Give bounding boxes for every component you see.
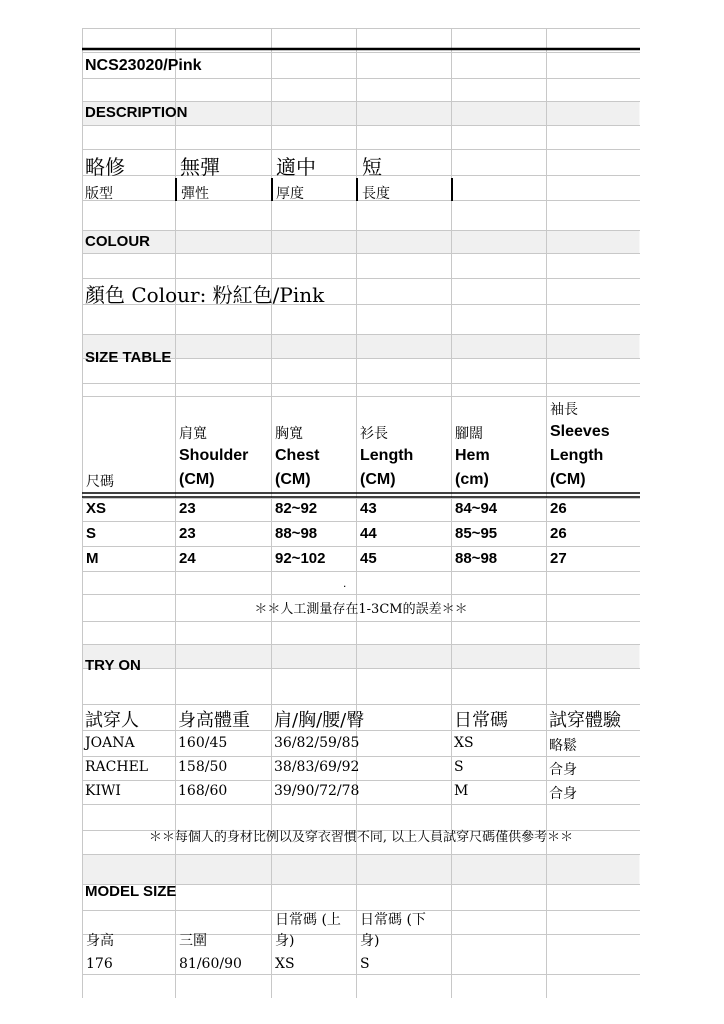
model-size-value-cell: S [360,956,370,972]
size-row-cell: 45 [360,550,377,567]
thickness-label: 厚度 [276,186,304,202]
elasticity-value: 無彈 [180,155,220,179]
model-size-header-cell: 日常碼 (下 [360,912,426,928]
try-on-header-cell: 試穿體驗 [549,710,621,731]
model-size-header-cell: 身) [275,933,295,949]
try-on-row-cell: 158/50 [178,759,228,775]
measurement-note: ＊＊人工測量存在1-3CM的誤差＊＊ [254,602,468,617]
model-size-header-cell: 身) [360,933,380,949]
try-on-row-cell: M [454,783,469,799]
try-on-header-cell: 試穿人 [85,710,139,731]
size-header-cell: 衫長 [360,426,388,442]
size-row-cell: 26 [550,500,567,517]
try-on-row-cell: RACHEL [85,759,149,775]
size-header-cell: Shoulder [179,447,249,464]
model-size-value-cell: 81/60/90 [179,956,242,972]
model-size-value-cell: XS [275,956,295,972]
size-row-cell: 27 [550,550,567,567]
size-row-cell: 88~98 [455,550,498,567]
model-size-header-cell: 日常碼 (上 [275,912,341,928]
model-size-heading: MODEL SIZE [85,883,177,900]
description-heading: DESCRIPTION [85,104,188,121]
try-on-header-cell: 肩/胸/腰/臀 [274,710,365,731]
size-header-cell: (CM) [179,471,215,488]
try-on-row-cell: 160/45 [178,735,228,751]
product-code: NCS23020/Pink [85,57,202,74]
size-header-cell: (CM) [275,471,311,488]
section-band [83,230,640,253]
size-row-cell: S [86,525,97,542]
size-header-cell: Length [550,447,604,464]
elasticity-label: 彈性 [181,186,209,202]
colour-text: 顏色 Colour: 粉紅色/Pink [85,283,325,307]
try-on-row-cell: 39/90/72/78 [274,783,360,799]
try-on-row-cell: KIWI [85,783,121,799]
size-header-cell: 腳闊 [455,426,483,442]
model-size-header-cell: 三圍 [179,933,207,949]
size-spec-sheet [82,28,640,998]
size-header-cell: (cm) [455,471,489,488]
size-row-cell: 23 [179,500,196,517]
try-on-header-cell: 日常碼 [454,710,508,731]
size-header-cell: (CM) [360,471,396,488]
try-on-row-cell: 168/60 [178,783,228,799]
try-on-row-cell: S [454,759,464,775]
size-row-cell: 24 [179,550,196,567]
colour-heading: COLOUR [85,233,150,250]
size-row-cell: M [86,550,99,567]
section-band [83,644,640,668]
size-row-cell: 44 [360,525,377,542]
size-row-cell: 43 [360,500,377,517]
model-size-value-cell: 176 [86,956,113,972]
length-label: 長度 [362,186,390,202]
size-header-cell: Chest [275,447,320,464]
length-value: 短 [362,155,382,179]
thickness-value: 適中 [276,155,316,179]
size-header-cell: Hem [455,447,490,464]
try-on-header-cell: 身高體重 [178,710,250,731]
try-on-row-cell: 合身 [549,762,577,778]
size-row-cell: 85~95 [455,525,498,542]
fit-label: 版型 [85,186,113,202]
size-table-heading: SIZE TABLE [85,349,172,366]
model-size-header-cell: 身高 [86,933,114,949]
try-on-heading: TRY ON [85,657,141,674]
size-header-cell: 尺碼 [86,474,114,490]
size-header-cell: (CM) [550,471,586,488]
size-row-cell: 23 [179,525,196,542]
size-row-cell: 92~102 [275,550,326,567]
size-row-cell: 84~94 [455,500,498,517]
try-on-row-cell: 合身 [549,786,577,802]
size-header-cell: Sleeves [550,423,610,440]
try-on-row-cell: 略鬆 [549,738,577,754]
fit-value: 略修 [85,155,125,179]
size-row-cell: 82~92 [275,500,318,517]
section-band [83,854,640,884]
try-on-row-cell: JOANA [85,735,135,751]
size-row-cell: 26 [550,525,567,542]
try-on-note: ＊＊每個人的身材比例以及穿衣習慣不同, 以上人員試穿尺碼僅供參考＊＊ [148,830,574,845]
size-row-cell: XS [86,500,107,517]
size-header-cell: 肩寬 [179,426,207,442]
try-on-row-cell: 36/82/59/85 [274,735,360,751]
size-header-cell: 袖長 [550,402,578,418]
size-header-cell: 胸寬 [275,426,303,442]
try-on-row-cell: 38/83/69/92 [274,759,360,775]
size-row-cell: 88~98 [275,525,318,542]
size-header-cell: Length [360,447,414,464]
size-table-dot: . [343,576,347,590]
try-on-row-cell: XS [454,735,474,751]
